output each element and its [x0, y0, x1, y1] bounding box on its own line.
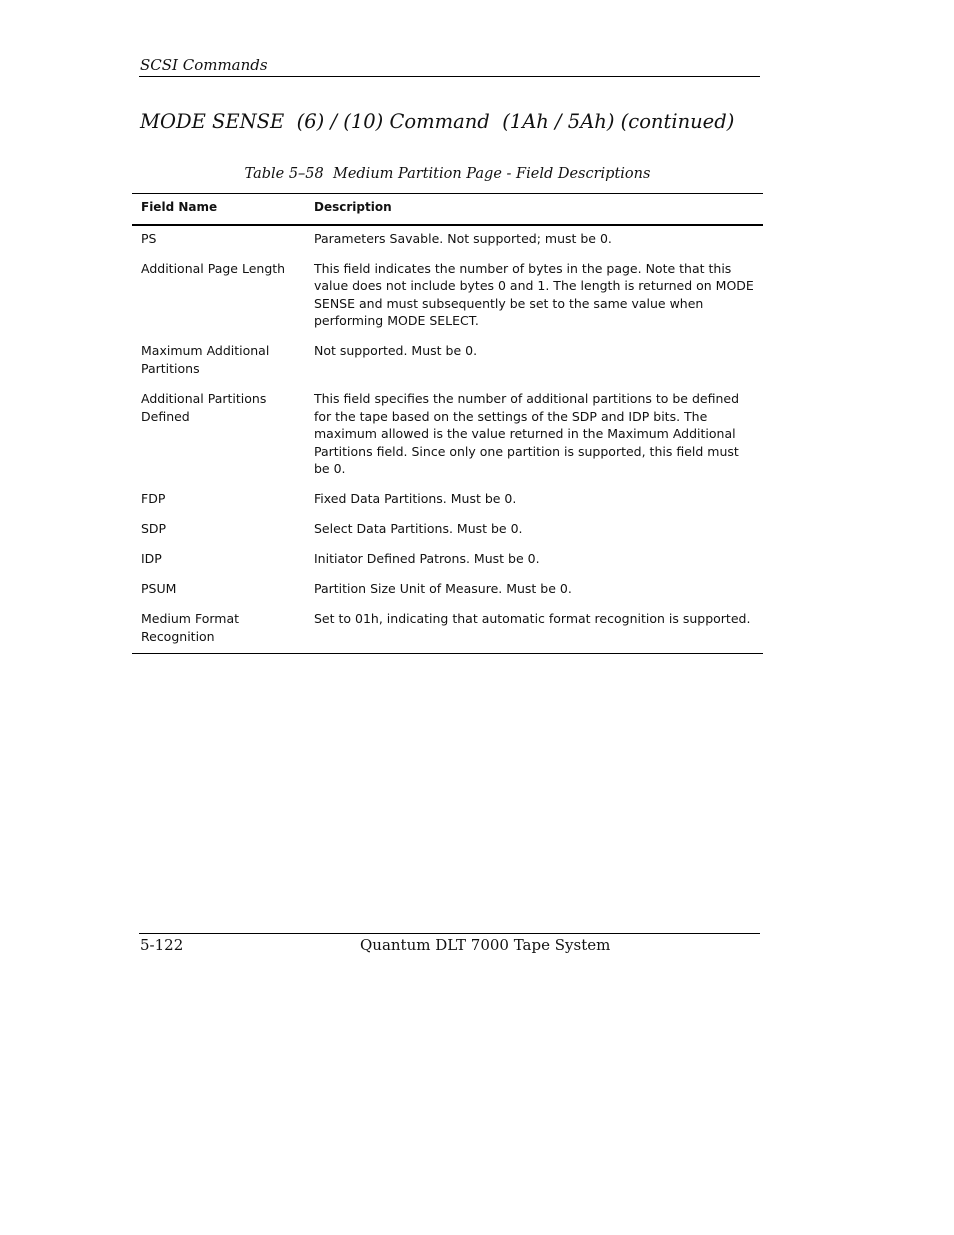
table-row: [132, 490, 763, 520]
column-header-field-name: Field Name: [132, 194, 314, 225]
table-row: [132, 520, 763, 550]
field-name: PS: [141, 230, 157, 246]
field-name-cell: [132, 225, 314, 260]
running-head: SCSI Commands: [140, 56, 268, 74]
field-name-cell: [132, 260, 314, 343]
description-cell: Partition Size Unit of Measure. Must be 0.: [314, 581, 572, 597]
field-name-cell: [132, 342, 314, 390]
table-caption: Table 5–58 Medium Partition Page - Field Descriptions: [244, 166, 651, 182]
description-cell: This field indicates the number of bytes in the page. Note that this value does not include bytes 0 and 1. The length is returned on MODE SENSE and must subsequently be set to the same value when performing MODE SELECT.: [314, 260, 754, 329]
footer-title: Quantum DLT 7000 Tape System: [360, 936, 611, 954]
table-row: [132, 550, 763, 580]
table-row: [132, 580, 763, 610]
description-cell: This field specifies the number of additional partitions to be defined for the tape based on the settings of the SDP and IDP bits. The maximum allowed is the value returned in the Maximum Additional Partitions field. Since only one partition is supported, this field must be 0.: [314, 390, 740, 477]
page-number: 5-122: [140, 936, 184, 954]
section-title: MODE SENSE (6) / (10) Command (1Ah / 5Ah) (continued): [140, 110, 735, 133]
field-name: Medium Format Recognition: [141, 611, 240, 644]
description-cell: Set to 01h, indicating that automatic format recognition is supported.: [314, 611, 751, 627]
field-name-cell: [132, 580, 314, 610]
description-cell: Select Data Partitions. Must be 0.: [314, 521, 523, 537]
field-name-cell: [132, 550, 314, 580]
field-name: Additional Page Length: [141, 260, 286, 276]
header-rule: [139, 76, 760, 77]
field-name-cell: [132, 490, 314, 520]
field-name-cell: [132, 390, 314, 490]
field-name: Maximum Additional Partitions: [141, 343, 270, 376]
description-cell: Initiator Defined Patrons. Must be 0.: [314, 551, 540, 567]
description-cell: Not supported. Must be 0.: [314, 343, 478, 359]
table-row: [132, 610, 763, 653]
field-table: [132, 194, 763, 653]
table-row: [132, 260, 763, 343]
field-description-table: [132, 193, 763, 654]
table-header-row: [132, 194, 763, 225]
field-name: IDP: [141, 551, 162, 567]
footer-rule: [139, 933, 760, 934]
field-name-cell: [132, 610, 314, 653]
table-row: [132, 342, 763, 390]
field-name-cell: [132, 520, 314, 550]
field-name: Additional Partitions Defined: [141, 390, 267, 424]
field-name: PSUM: [141, 581, 177, 597]
description-cell: Fixed Data Partitions. Must be 0.: [314, 491, 517, 507]
table-row: [132, 225, 763, 260]
field-name: SDP: [141, 521, 167, 537]
table-row: [132, 390, 763, 490]
column-header-description: Description: [314, 194, 763, 225]
field-name: FDP: [141, 491, 166, 507]
description-cell: Parameters Savable. Not supported; must be 0.: [314, 230, 612, 246]
